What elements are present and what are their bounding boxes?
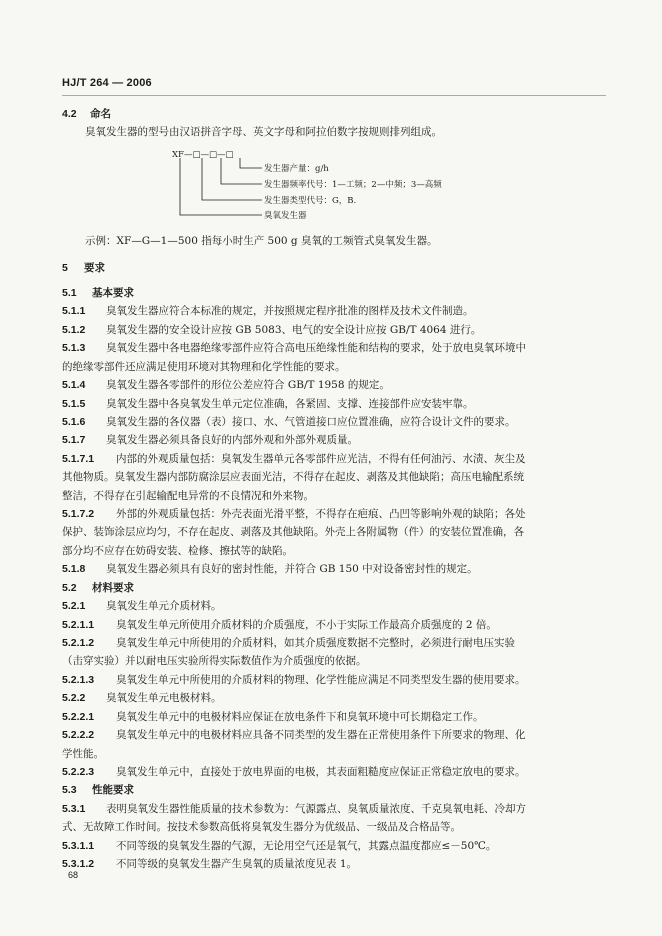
clause-5-1-7-2 bbox=[62, 507, 526, 521]
clause-continuation bbox=[62, 820, 461, 834]
clause-text: 基本要求 bbox=[92, 287, 134, 299]
clause-number: 5.1.7.1 bbox=[62, 452, 95, 465]
clause-number: 5.1.7 bbox=[62, 434, 86, 447]
clause-text: 式、无故障工作时间。按技术参数高低将臭氧发生器分为优级品、一级品及合格品等。 bbox=[62, 821, 461, 834]
clause-5-1-1 bbox=[62, 304, 474, 318]
clause-text: 部分均不应存在妨碍安装、检修、擦拭等的缺陷。 bbox=[62, 544, 293, 557]
connector-type bbox=[202, 158, 262, 200]
clause-5-3-1-2 bbox=[62, 857, 357, 871]
clause-number: 5.1.1 bbox=[62, 305, 86, 318]
clause-5-2-2-2 bbox=[62, 728, 526, 742]
clause-5-1-5 bbox=[62, 397, 474, 411]
clause-text: 材料要求 bbox=[92, 581, 134, 594]
clause-5-2-1-3 bbox=[62, 673, 526, 687]
clause-text: 臭氧发生器必须具有良好的密封性能，并符合 GB 150 中对设备密封性的规定。 bbox=[106, 563, 478, 576]
clause-5-1-2 bbox=[62, 323, 481, 337]
clause-text: 臭氧发生器必须具备良好的内部外观和外部外观质量。 bbox=[106, 434, 358, 447]
diagram-connectors bbox=[180, 158, 262, 215]
clause-number: 5.1.7.2 bbox=[62, 508, 95, 521]
clause-text: 整洁，不得存在引起输配电异常的不良情况和外来物。 bbox=[62, 489, 314, 502]
clause-text: 臭氧发生器的各仪器（表）接口、水、气管道接口应位置准确，应符合设计文件的要求。 bbox=[106, 415, 516, 428]
clause-5-1-4 bbox=[62, 378, 390, 392]
clause-number: 5.2.2.1 bbox=[62, 710, 95, 723]
section-number: 4.2 bbox=[62, 108, 77, 120]
diagram-label-generator: 臭氧发生器 bbox=[264, 211, 307, 221]
clause-text: 臭氧发生单元电极材料。 bbox=[106, 692, 222, 705]
clause-text: 的绝缘零部件还应满足使用环境对其物理和化学性能的要求。 bbox=[62, 360, 346, 373]
clause-continuation bbox=[62, 470, 524, 484]
clause-text: 其他物质。臭氧发生器内部防腐涂层应表面光洁，不得存在起皮、剥落及其他缺陷；高压电输配系统 bbox=[62, 471, 524, 484]
clause-text: 臭氧发生器的安全设计应按 GB 5083、电气的安全设计应按 GB/T 4064 进行。 bbox=[106, 323, 482, 336]
clause-5-2-2-3 bbox=[62, 765, 526, 779]
clause-text: 性能要求 bbox=[92, 784, 134, 797]
clause-5-3 bbox=[62, 783, 134, 797]
clause-5-1-8 bbox=[62, 562, 478, 576]
clause-text: 臭氧发生单元介质材料。 bbox=[106, 600, 222, 613]
clause-number: 5.3 bbox=[62, 784, 77, 797]
clause-continuation bbox=[62, 525, 524, 539]
clause-text: 臭氧发生器各零部件的形位公差应符合 GB/T 1958 的规定。 bbox=[106, 379, 390, 392]
clause-number: 5.2.1.3 bbox=[62, 673, 95, 686]
clause-5-3-1-1 bbox=[62, 839, 496, 853]
clause-number: 5.1.5 bbox=[62, 397, 86, 410]
diagram-label-type: 发生器类型代号：G，B. bbox=[264, 196, 357, 206]
clause-5-2-1-2 bbox=[62, 636, 515, 650]
clause-continuation bbox=[62, 489, 314, 503]
clause-5-2-2-1 bbox=[62, 710, 484, 724]
section-title: 命名 bbox=[90, 108, 111, 120]
clause-number: 5.3.1.2 bbox=[62, 858, 95, 871]
clause-number: 5.2.1.1 bbox=[62, 618, 95, 631]
clause-5-2-1-1 bbox=[62, 618, 497, 632]
clause-5-3-1 bbox=[62, 802, 526, 816]
clause-number: 5.3.1.1 bbox=[62, 839, 95, 852]
clause-text: （击穿实验）并以耐电压实验所得实际数值作为介质强度的依据。 bbox=[62, 655, 367, 668]
standard-code: HJ/T 264 — 2006 bbox=[62, 77, 152, 89]
section-number: 5 bbox=[62, 262, 68, 274]
clause-5-1 bbox=[62, 286, 134, 300]
clause-number: 5.2.1.2 bbox=[62, 636, 95, 649]
clause-number: 5.2.1 bbox=[62, 600, 86, 613]
diagram-label-output: 发生器产量：g/h bbox=[264, 164, 329, 174]
naming-diagram bbox=[170, 146, 490, 226]
clause-number: 5.2.2.2 bbox=[62, 729, 95, 742]
clause-continuation bbox=[62, 654, 367, 668]
clause-text: 臭氧发生器应符合本标准的规定，并按照规定程序批准的图样及技术文件制造。 bbox=[106, 305, 474, 318]
clause-text: 臭氧发生单元中的电极材料应具备不同类型的发生器在正常使用条件下所要求的物理、化 bbox=[116, 729, 526, 742]
clause-number: 5.2.2.3 bbox=[62, 765, 95, 778]
naming-example: 示例：XF—G—1—500 指每小时生产 500 g 臭氧的工频管式臭氧发生器。 bbox=[85, 235, 438, 247]
diagram-label-frequency: 发生器频率代号：1—工频；2—中频；3—高频 bbox=[264, 180, 442, 190]
clause-5-1-3 bbox=[62, 341, 526, 355]
page-number: 68 bbox=[68, 870, 79, 880]
clause-text: 臭氧发生器中各电器绝缘零部件应符合高电压绝缘性能和结构的要求，处于放电臭氧环境中 bbox=[106, 342, 526, 355]
clause-text: 外部的外观质量包括：外壳表面光滑平整，不得存在疤痕、凸凹等影响外观的缺陷；各处 bbox=[116, 508, 526, 521]
clause-text: 臭氧发生单元中所使用的介质材料，如其介质强度数据不完整时，必须进行耐电压实验 bbox=[116, 636, 515, 649]
clause-number: 5.1.8 bbox=[62, 563, 86, 576]
clause-number: 5.1.4 bbox=[62, 379, 86, 392]
clause-text: 臭氧发生单元中的电极材料应保证在放电条件下和臭氧环境中可长期稳定工作。 bbox=[116, 710, 484, 723]
clause-5-2-1 bbox=[62, 599, 222, 613]
clause-text: 不同等级的臭氧发生器的气源，无论用空气还是氧气，其露点温度都应≤－50℃。 bbox=[116, 839, 497, 852]
clause-number: 5.2 bbox=[62, 581, 77, 594]
clause-number: 5.3.1 bbox=[62, 802, 86, 815]
clause-text: 臭氧发生器中各臭氧发生单元定位准确，各紧固、支撑、连接部件应安装牢靠。 bbox=[106, 397, 474, 410]
clause-continuation bbox=[62, 544, 293, 558]
connector-frequency bbox=[221, 158, 262, 184]
clause-number: 5.1.2 bbox=[62, 323, 86, 336]
clause-number: 5.1.6 bbox=[62, 415, 86, 428]
clause-number: 5.2.2 bbox=[62, 692, 86, 705]
clause-5-2-2 bbox=[62, 691, 222, 705]
clause-5-1-6 bbox=[62, 415, 516, 429]
clause-text: 臭氧发生单元中所使用的介质材料的物理、化学性能应满足不同类型发生器的使用要求。 bbox=[116, 673, 526, 686]
clause-continuation bbox=[62, 747, 104, 761]
section-5-heading bbox=[62, 261, 105, 275]
section-title: 要求 bbox=[84, 262, 105, 274]
clause-5-1-7-1 bbox=[62, 452, 526, 466]
clause-continuation bbox=[62, 360, 346, 374]
clause-number: 5.1 bbox=[62, 287, 77, 299]
clause-number: 5.1.3 bbox=[62, 342, 86, 355]
section-4-2-text: 臭氧发生器的型号由汉语拼音字母、英文字母和阿拉伯数字按规则排列组成。 bbox=[85, 126, 442, 138]
clause-text: 臭氧发生单元中，直接处于放电界面的电极，其表面粗糙度应保证正常稳定放电的要求。 bbox=[116, 765, 526, 778]
diagram-code-prefix: XF—□—□—□ bbox=[172, 150, 234, 160]
clause-5-1-7 bbox=[62, 433, 358, 447]
clause-text: 内部的外观质量包括：臭氧发生器单元各零部件应光洁，不得有任何油污、水渍、灰尘及 bbox=[116, 452, 526, 465]
clause-text: 臭氧发生单元所使用介质材料的介质强度，不小于实际工作最高介质强度的 2 倍。 bbox=[116, 618, 497, 631]
header-rule bbox=[62, 95, 606, 96]
clause-5-2 bbox=[62, 581, 134, 595]
clause-text: 不同等级的臭氧发生器产生臭氧的质量浓度见表 1。 bbox=[116, 858, 358, 871]
section-4-2-heading bbox=[62, 107, 111, 121]
clause-text: 保护、装饰涂层应均匀，不存在起皮、剥落及其他缺陷。外壳上各附属物（件）的安装位置准确，各 bbox=[62, 526, 524, 539]
clause-text: 学性能。 bbox=[62, 747, 104, 760]
connector-output bbox=[240, 158, 262, 168]
clause-text: 表明臭氧发生器性能质量的技术参数为：气源露点、臭氧质量浓度、千克臭氧电耗、冷却方 bbox=[106, 802, 526, 815]
